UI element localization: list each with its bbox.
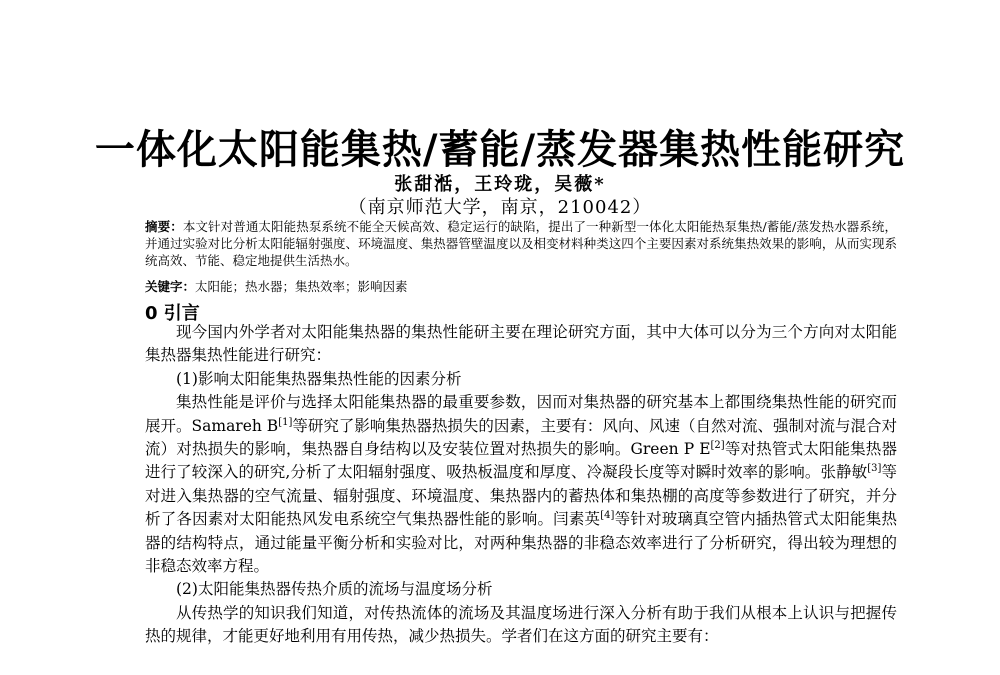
keywords-text: 太阳能；热水器；集热效率；影响因素 (195, 279, 408, 294)
paragraph-text: 等研究了影响集热器热损失的因素，主要有：风向、风速（自然对流、强制对流与混合对流）对热损失的影响，集热器自身结构以及安装位置对热损失的影响。Green P E (145, 416, 897, 459)
paragraph-text: 等对热管式太阳能集热器进行了较深入的研究,分析了太阳辐射强度、吸热板温度和厚度、冷凝段长度等对瞬时效率的影响。张静敏 (145, 440, 897, 482)
section-title: 0 引言 (145, 303, 200, 324)
citation: [2] (710, 439, 725, 451)
citation: [1] (278, 416, 293, 428)
abstract-label: 摘要： (145, 219, 183, 234)
paragraph-intro: 现今国内外学者对太阳能集热器的集热性能研主要在理论研究方面，其中大体可以分为三个方向对太阳能集热器集热性能进行研究： (145, 323, 897, 365)
paragraph-text: 等针对玻璃真空管内插热管式太阳能集热器的结构特点，通过能量平衡分析和实验对比，对两种集热器的非稳态效率进行了分析研究，得出较为理想的非稳态效率方程。 (145, 510, 897, 576)
paragraph-factors (145, 391, 897, 578)
paper-affiliation: （南京师范大学，南京，210042） (348, 197, 652, 218)
keywords (145, 278, 897, 295)
subheading-flow-field: (2)太阳能集热器传热介质的流场与温度场分析 (176, 580, 493, 599)
paper-title: 一体化太阳能集热/蓄能/蒸发器集热性能研究 (94, 127, 906, 173)
paragraph-text: 集热性能是评价与选择太阳能集热器的最重要参数，因而对集热器的研究基本上都围绕集热性能的研究而展开。Samareh B (145, 393, 897, 435)
paragraph-text: 等对进入集热器的空气流量、辐射强度、环境温度、集热器内的蓄热体和集热棚的高度等参数进行了研究，并分析了各因素对太阳能热风发电系统空气集热器性能的影响。闫素英 (145, 463, 897, 529)
citation: [4] (600, 510, 615, 522)
citation: [3] (867, 463, 882, 475)
paper-authors: 张甜湉，王玲珑，吴薇* (394, 174, 606, 195)
body-text (145, 321, 897, 649)
keywords-label: 关键字： (145, 279, 196, 294)
abstract-text: 本文针对普通太阳能热泵系统不能全天候高效、稳定运行的缺陷，提出了一种新型一体化太阳能热泵集热/蓄能/蒸发热水器系统，并通过实验对比分析太阳能辐射强度、环境温度、集热器管壁温度以及相变材料种类这四个主要因素对系统集热效果的影响，从而实现系统高效、节能、稳定地提供生活热水。 (145, 219, 897, 268)
subheading-factors: (1)影响太阳能集热器集热性能的因素分析 (176, 369, 462, 388)
paragraph-flow-field: 从传热学的知识我们知道，对传热流体的流场及其温度场进行深入分析有助于我们从根本上认识与把握传热的规律，才能更好地利用有用传热，减少热损失。学者们在这方面的研究主要有： (145, 603, 897, 646)
abstract (145, 218, 897, 269)
